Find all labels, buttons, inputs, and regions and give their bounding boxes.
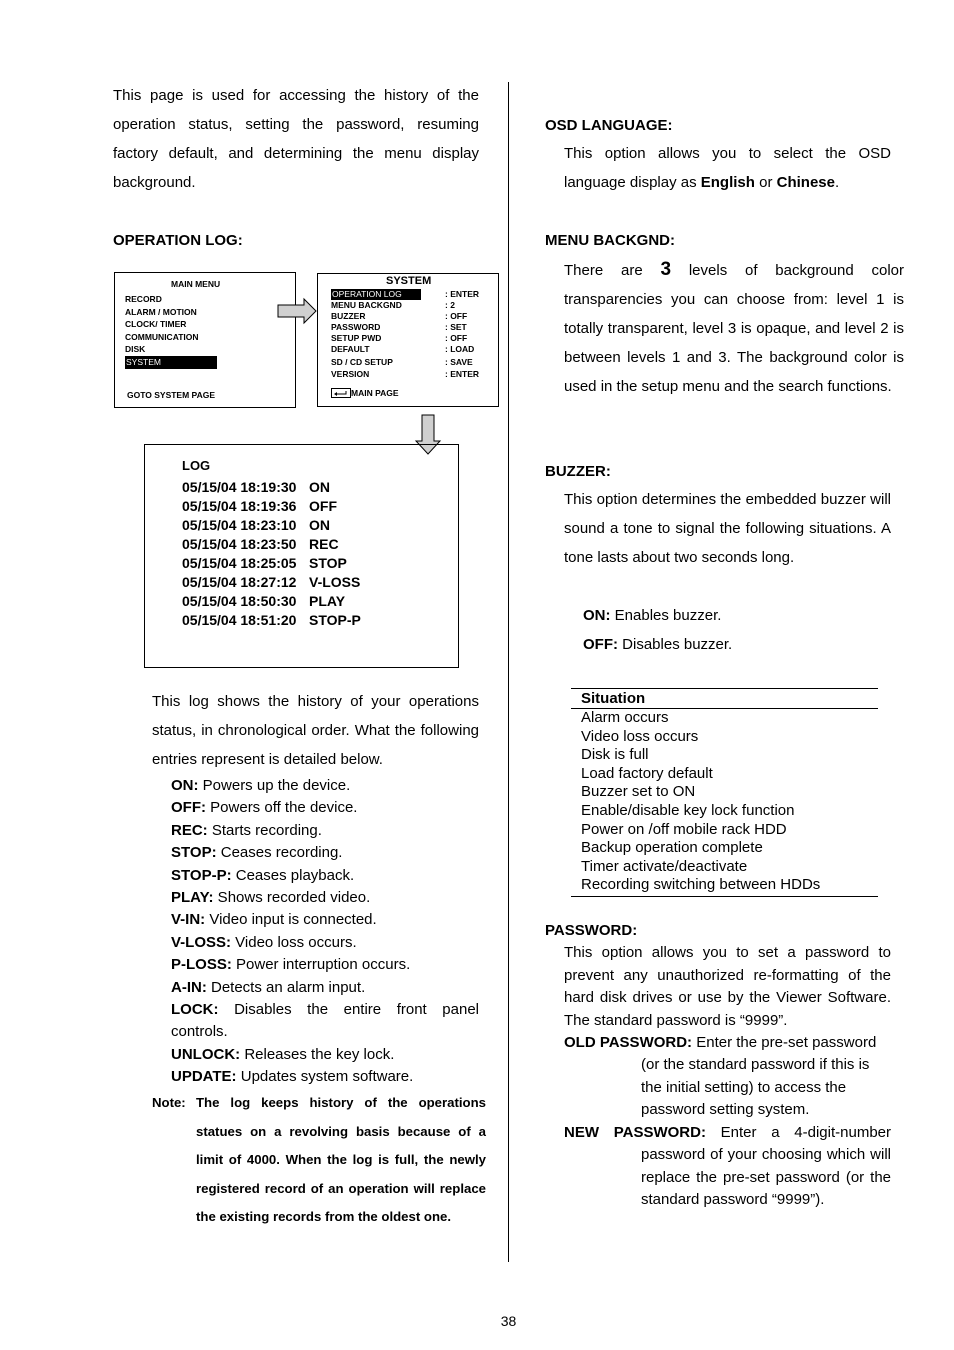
definition-item xyxy=(171,842,479,864)
definition-desc: Ceases playback. xyxy=(231,866,355,884)
log-entry xyxy=(182,497,361,516)
definition-desc: Starts recording. xyxy=(207,821,322,839)
osd-text: This option allows you to select the OSD language display as xyxy=(564,145,891,191)
situation-table xyxy=(571,688,878,897)
definition-term: LOCK: xyxy=(171,1001,219,1019)
main-menu-footer: GOTO SYSTEM PAGE xyxy=(127,390,216,400)
system-menu-title: SYSTEM xyxy=(386,275,432,287)
situation-row: Timer activate/deactivate xyxy=(581,857,748,875)
situation-header: Situation xyxy=(571,689,878,709)
definition-item xyxy=(171,999,479,1044)
definition-desc: Video input is connected. xyxy=(205,911,377,929)
situation-row: Load factory default xyxy=(581,764,713,782)
definition-item xyxy=(171,954,479,976)
definition-item xyxy=(171,909,479,931)
note-text xyxy=(196,1089,486,1232)
main-menu-item: CLOCK/ TIMER xyxy=(125,319,187,330)
osd-text: or xyxy=(754,174,777,191)
situation-row: Alarm occurs xyxy=(581,709,669,726)
log-event: OFF xyxy=(309,498,337,514)
old-password-desc-cont: (or the standard password if this is the initial setting) to access the password setting system. xyxy=(641,1056,870,1118)
system-menu-item: MENU BACKGND xyxy=(331,300,402,311)
log-time: 05/15/04 18:23:10 xyxy=(182,517,297,533)
definition-desc: Updates system software. xyxy=(236,1068,414,1086)
system-menu-labels xyxy=(331,289,421,380)
situation-row: Buzzer set to ON xyxy=(581,783,696,801)
definition-desc: Disables the entire front panel controls. xyxy=(171,1001,479,1041)
definition-desc: Video loss occurs. xyxy=(231,933,357,951)
log-event: STOP xyxy=(309,555,347,571)
system-menu-value: : 2 xyxy=(445,300,455,311)
new-password-line xyxy=(564,1122,891,1145)
log-event: ON xyxy=(309,517,330,533)
log-event: V-LOSS xyxy=(309,574,361,590)
menu-text: levels of background color transparencies you can choose from: level 1 is totally transparent, level 3 is opaque, and level 2 is between levels 1 and 3. The background color is used in the setup menu and the search functions. xyxy=(564,262,905,395)
arrow-right-icon xyxy=(276,297,318,325)
system-menu-value: : OFF xyxy=(445,333,468,344)
definition-item xyxy=(171,820,479,842)
old-password-desc: Enter the pre-set password xyxy=(692,1034,877,1051)
definition-item xyxy=(171,887,479,909)
situation-list xyxy=(571,709,878,896)
buzzer-text: This option determines the embedded buzzer will sound a tone to signal the following situations. A tone lasts about two seconds long. xyxy=(564,491,891,566)
system-menu-value: : LOAD xyxy=(445,344,475,355)
password-heading: PASSWORD: xyxy=(545,922,638,939)
main-menu-item: RECORD xyxy=(125,294,162,304)
osd-text: . xyxy=(834,174,840,191)
definition-item xyxy=(171,865,479,887)
definition-term: UNLOCK: xyxy=(171,1045,241,1063)
log-entry xyxy=(182,478,361,497)
log-entry xyxy=(182,573,361,592)
log-time: 05/15/04 18:19:30 xyxy=(182,479,297,495)
main-menu-list xyxy=(125,293,217,369)
main-menu-item-selected: SYSTEM xyxy=(125,356,217,369)
definition-desc: Releases the key lock. xyxy=(240,1045,395,1063)
system-menu-item: SETUP PWD xyxy=(331,333,382,344)
log-event: ON xyxy=(309,479,330,495)
main-menu-screen xyxy=(114,272,296,408)
definition-item xyxy=(171,1044,479,1066)
definition-desc: Shows recorded video. xyxy=(213,889,371,907)
page-number: 38 xyxy=(500,1313,517,1329)
log-entry xyxy=(182,554,361,573)
system-menu-item: VERSION xyxy=(331,368,370,379)
buzzer-heading: BUZZER: xyxy=(545,463,611,480)
main-menu-item: DISK xyxy=(125,344,146,355)
log-description: This log shows the history of your operations status, in chronological order. What the following entries represent is detailed below. xyxy=(152,693,479,768)
definition-term: STOP: xyxy=(171,844,217,862)
log-title: LOG xyxy=(182,458,211,473)
system-menu-item-selected: OPERATION LOG xyxy=(331,289,421,300)
password-text: This option allows you to set a password to prevent any unauthorized re-formatting of the hard disk drives or use by the Viewer Software. The standard password is “9999”. xyxy=(564,944,891,1029)
osd-chinese: Chinese xyxy=(776,174,835,191)
log-time: 05/15/04 18:51:20 xyxy=(182,612,297,628)
definition-item xyxy=(171,775,479,797)
menu-text: There are xyxy=(564,262,661,279)
definition-term: OFF: xyxy=(171,799,206,817)
system-menu-value: : OFF xyxy=(445,311,468,322)
definition-desc: Power interruption occurs. xyxy=(231,956,411,974)
intro-paragraph: This page is used for accessing the history of the operation status, setting the password, resuming factory default, and determining the menu display background. xyxy=(113,87,479,191)
note-body: The log keeps history of the operations statues on a revolving basis because of a limit of 4000. When the log is full, the newly registered record of an operation will replace the existing records from the oldest one. xyxy=(196,1095,486,1225)
old-password-line xyxy=(564,1032,876,1055)
log-entry xyxy=(182,516,361,535)
return-icon xyxy=(331,388,351,398)
log-entry xyxy=(182,535,361,554)
old-password-term: OLD PASSWORD: xyxy=(564,1034,693,1051)
system-menu-item: DEFAULT xyxy=(331,344,370,355)
buzzer-off-term: OFF: xyxy=(583,636,618,653)
definition-term: P-LOSS: xyxy=(171,956,232,974)
definition-item xyxy=(171,1066,479,1088)
log-event: REC xyxy=(309,536,339,552)
system-menu-item: SD / CD SETUP xyxy=(331,356,393,367)
definition-item xyxy=(171,977,479,999)
definition-term: V-LOSS: xyxy=(171,933,232,951)
new-password-desc: Enter a 4-digit-number xyxy=(705,1124,891,1141)
osd-english: English xyxy=(700,174,755,191)
definition-term: ON: xyxy=(171,777,199,794)
system-menu-screen xyxy=(317,273,499,407)
log-time: 05/15/04 18:23:50 xyxy=(182,536,297,552)
buzzer-on-term: ON: xyxy=(583,607,611,624)
buzzer-off-desc: Disables buzzer. xyxy=(618,636,733,653)
new-password-desc-cont: password of your choosing which will replace the pre-set password (or the standard password “9999”). xyxy=(641,1146,891,1208)
osd-language-heading: OSD LANGUAGE: xyxy=(545,117,673,134)
log-entry xyxy=(182,592,361,611)
situation-row: Video loss occurs xyxy=(581,727,699,745)
main-menu-title: MAIN MENU xyxy=(171,279,221,289)
operation-log-heading: OPERATION LOG: xyxy=(113,232,243,249)
definition-item xyxy=(171,797,479,819)
definition-term: REC: xyxy=(171,821,208,839)
osd-language-text xyxy=(564,139,891,197)
definition-term: UPDATE: xyxy=(171,1068,237,1086)
log-entry xyxy=(182,611,361,630)
system-menu-value: : SET xyxy=(445,322,467,333)
note-label: Note: xyxy=(152,1095,186,1110)
log-time: 05/15/04 18:19:36 xyxy=(182,498,297,514)
definition-desc: Ceases recording. xyxy=(216,844,343,862)
buzzer-on-desc: Enables buzzer. xyxy=(610,607,722,624)
system-menu-value: : ENTER xyxy=(445,368,479,379)
system-menu-item: PASSWORD xyxy=(331,322,381,333)
situation-row: Recording switching between HDDs xyxy=(581,876,821,894)
log-event: PLAY xyxy=(309,593,346,609)
log-time: 05/15/04 18:27:12 xyxy=(182,574,297,590)
definition-term: A-IN: xyxy=(171,978,207,996)
system-menu-item: BUZZER xyxy=(331,311,366,322)
log-time: 05/15/04 18:50:30 xyxy=(182,593,297,609)
definition-desc: Detects an alarm input. xyxy=(206,978,366,996)
system-menu-value: : SAVE xyxy=(445,356,473,367)
definition-term: V-IN: xyxy=(171,911,206,929)
definition-item xyxy=(171,932,479,954)
system-menu-value: : ENTER xyxy=(445,289,479,299)
buzzer-off xyxy=(583,636,732,653)
main-menu-item: COMMUNICATION xyxy=(125,331,199,342)
definition-desc: Powers up the device. xyxy=(198,777,351,794)
menu-backgnd-text xyxy=(564,255,904,401)
definition-term: STOP-P: xyxy=(171,866,232,884)
system-menu-values xyxy=(445,289,479,380)
buzzer-on xyxy=(583,607,721,624)
main-menu-item: ALARM / MOTION xyxy=(125,306,197,317)
situation-row: Power on /off mobile rack HDD xyxy=(581,820,787,838)
system-menu-footer xyxy=(331,387,399,400)
definition-term: PLAY: xyxy=(171,889,214,907)
log-entry-definitions xyxy=(171,775,479,1089)
situation-row: Disk is full xyxy=(581,746,649,764)
system-menu-footer-label: MAIN PAGE xyxy=(351,388,399,398)
situation-row: Backup operation complete xyxy=(581,839,763,857)
log-time: 05/15/04 18:25:05 xyxy=(182,555,297,571)
log-event: STOP-P xyxy=(309,612,361,628)
log-screen xyxy=(144,444,459,668)
log-list xyxy=(182,478,361,630)
situation-row: Enable/disable key lock function xyxy=(581,801,795,819)
definition-desc: Powers off the device. xyxy=(206,799,358,817)
column-divider xyxy=(508,82,509,1262)
menu-levels-number: 3 xyxy=(660,259,672,280)
new-password-term: NEW PASSWORD: xyxy=(564,1124,706,1141)
menu-backgnd-heading: MENU BACKGND: xyxy=(545,232,675,249)
